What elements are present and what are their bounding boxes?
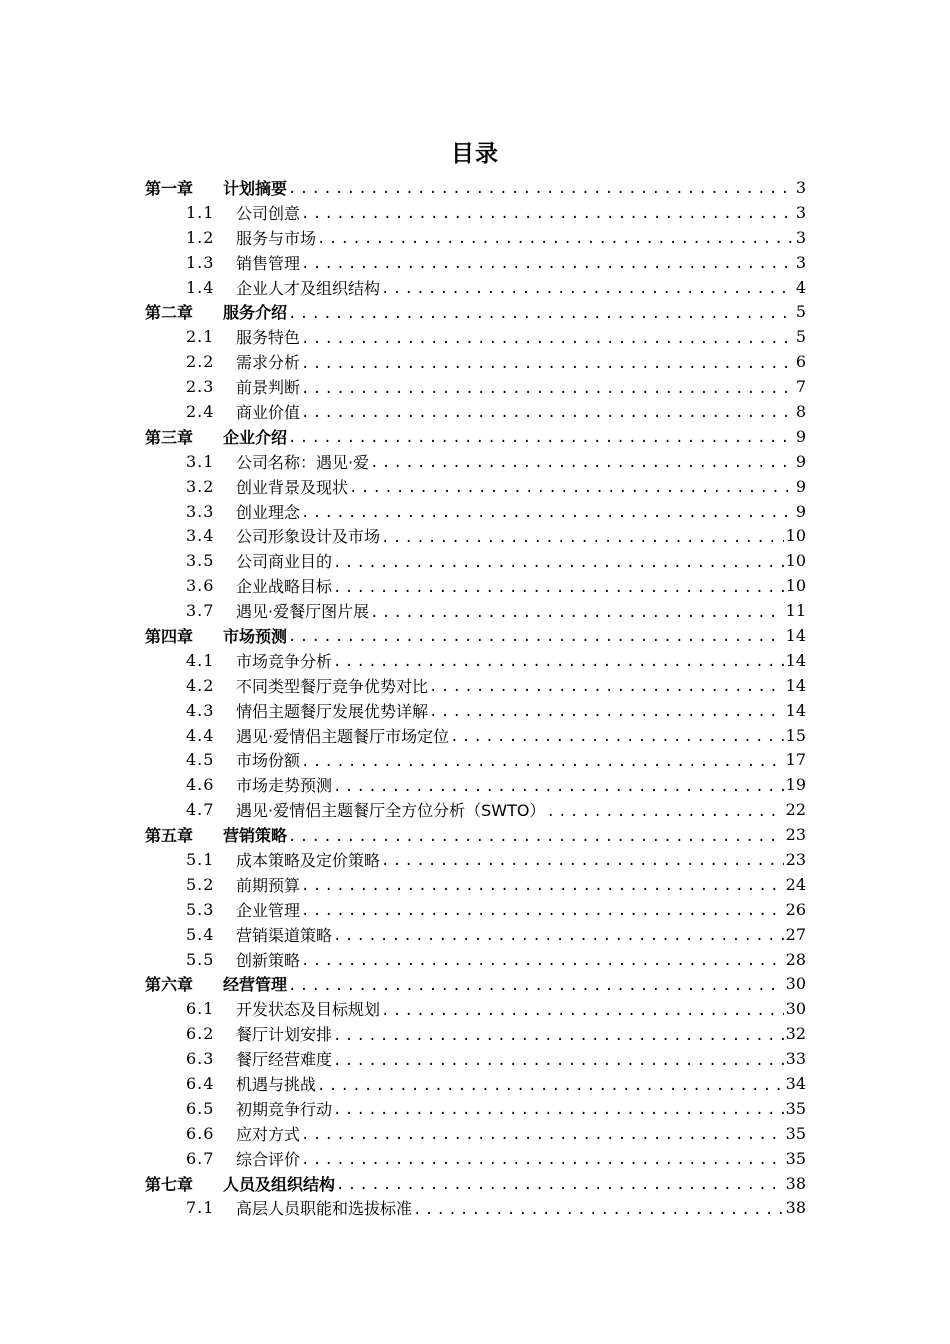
entry-page-number: 9 [795, 501, 806, 521]
toc-section-entry[interactable] [0, 996, 806, 1021]
entry-number: 6.7 [186, 1148, 215, 1168]
entry-title: 机遇与挑战 [236, 1075, 317, 1094]
entry-number: 4.6 [186, 775, 215, 795]
entry-title: 市场份额 [236, 751, 301, 771]
entry-page-number: 3 [795, 227, 806, 247]
dot-leader [333, 928, 784, 944]
dot-leader [288, 430, 794, 446]
entry-title: 遇见·爱情侣主题餐厅全方位分析（SWTO） [236, 801, 546, 821]
entry-number: 4.7 [186, 800, 215, 820]
dot-leader [333, 580, 784, 596]
entry-page-number: 28 [785, 949, 806, 969]
entry-number: 3.5 [186, 551, 215, 571]
entry-number: 3.7 [186, 601, 215, 621]
entry-page-number: 9 [795, 451, 806, 471]
entry-number: 4.4 [186, 725, 215, 745]
entry-title: 餐厅经营难度 [236, 1050, 333, 1070]
entry-page-number: 5 [795, 302, 806, 322]
entry-page-number: 14 [785, 700, 806, 720]
entry-title: 公司创意 [236, 203, 301, 223]
entry-title: 创新策略 [236, 950, 301, 970]
entry-title: 公司商业目的 [236, 552, 333, 572]
entry-page-number: 17 [785, 750, 806, 770]
entry-page-number: 14 [785, 675, 806, 695]
dot-leader [301, 206, 794, 222]
entry-page-number: 30 [785, 999, 806, 1019]
entry-number: 6.2 [186, 1024, 215, 1044]
entry-number: 7.1 [186, 1198, 215, 1218]
entry-number: 第三章 [145, 427, 194, 447]
entry-number: 2.2 [186, 352, 215, 372]
toc-chapter-entry[interactable] [0, 299, 806, 324]
entry-number: 5.2 [186, 874, 215, 894]
entry-title: 经营管理 [223, 975, 288, 995]
entry-page-number: 5 [795, 327, 806, 347]
entry-number: 5.1 [186, 849, 215, 869]
entry-title: 创业理念 [236, 502, 301, 522]
entry-number: 1.2 [186, 227, 215, 247]
dot-leader [546, 804, 783, 820]
dot-leader [381, 1003, 784, 1019]
toc-section-entry[interactable] [0, 573, 806, 598]
entry-page-number: 38 [785, 1173, 806, 1193]
entry-number: 6.4 [186, 1074, 215, 1093]
entry-page-number: 11 [785, 601, 806, 621]
toc-section-entry[interactable] [0, 1121, 806, 1146]
entry-number: 4.1 [186, 650, 215, 670]
toc-section-entry[interactable] [0, 499, 806, 524]
entry-title: 企业管理 [236, 900, 301, 920]
entry-title: 营销渠道策略 [236, 925, 333, 945]
entry-title: 市场预测 [223, 626, 288, 646]
entry-title: 营销策略 [223, 826, 288, 846]
dot-leader [301, 331, 794, 347]
toc-section-entry[interactable] [0, 1196, 806, 1221]
toc-chapter-entry[interactable] [0, 175, 806, 200]
toc-section-entry[interactable] [0, 897, 806, 922]
toc-section-entry[interactable] [0, 797, 806, 822]
dot-leader [413, 1202, 784, 1218]
entry-number: 3.2 [186, 476, 215, 496]
entry-number: 6.1 [186, 999, 215, 1019]
entry-title: 餐厅计划安排 [236, 1025, 333, 1045]
entry-number: 第六章 [145, 975, 194, 995]
entry-number: 6.3 [186, 1049, 215, 1069]
toc-section-entry[interactable] [0, 872, 806, 897]
entry-page-number: 34 [785, 1074, 806, 1093]
entry-page-number: 24 [785, 874, 806, 894]
entry-page-number: 3 [795, 202, 806, 222]
entry-title: 不同类型餐厅竞争优势对比 [236, 676, 429, 696]
entry-title: 前期预算 [236, 875, 301, 895]
toc-section-entry[interactable] [0, 449, 806, 474]
entry-title: 企业战略目标 [236, 577, 333, 597]
dot-leader [301, 903, 784, 919]
entry-number: 第一章 [145, 178, 194, 198]
entry-page-number: 14 [785, 650, 806, 670]
entry-page-number: 9 [795, 476, 806, 496]
toc-section-entry[interactable] [0, 922, 806, 947]
entry-title: 市场走势预测 [236, 776, 333, 796]
toc-chapter-entry[interactable] [0, 1171, 806, 1196]
entry-number: 5.5 [186, 949, 215, 969]
entry-title: 公司名称：遇见·爱 [236, 452, 370, 472]
dot-leader [301, 505, 794, 521]
dot-leader [333, 1028, 784, 1044]
dot-leader [333, 1102, 784, 1118]
entry-number: 3.3 [186, 501, 215, 521]
entry-page-number: 35 [785, 1123, 806, 1143]
toc-section-entry[interactable] [0, 1146, 806, 1171]
entry-title: 开发状态及目标规划 [236, 1000, 381, 1020]
entry-title: 高层人员职能和选拔标准 [236, 1199, 413, 1219]
toc-section-entry[interactable] [0, 250, 806, 275]
toc-section-entry[interactable] [0, 275, 806, 300]
entry-number: 4.3 [186, 700, 215, 720]
entry-page-number: 6 [795, 352, 806, 372]
dot-leader [333, 779, 784, 795]
entry-page-number: 38 [785, 1198, 806, 1218]
entry-page-number: 23 [785, 849, 806, 869]
dot-leader [301, 1152, 784, 1168]
toc-section-entry[interactable] [0, 324, 806, 349]
entry-title: 服务介绍 [223, 303, 288, 323]
toc-section-entry[interactable] [0, 747, 806, 772]
toc-section-entry[interactable] [0, 1021, 806, 1046]
entry-title: 人员及组织结构 [223, 1174, 336, 1194]
toc-section-entry[interactable] [0, 698, 806, 723]
entry-page-number: 4 [795, 277, 806, 297]
entry-page-number: 35 [785, 1098, 806, 1118]
entry-page-number: 14 [785, 625, 806, 645]
toc-section-entry[interactable] [0, 1046, 806, 1071]
toc-section-entry[interactable] [0, 598, 806, 623]
entry-page-number: 27 [785, 924, 806, 944]
entry-number: 2.4 [186, 401, 215, 421]
toc-section-entry[interactable] [0, 772, 806, 797]
dot-leader [301, 878, 784, 894]
toc-section-entry[interactable] [0, 1071, 806, 1096]
entry-number: 5.3 [186, 899, 215, 919]
toc-chapter-entry[interactable] [0, 424, 806, 449]
dot-leader [301, 381, 794, 397]
entry-page-number: 7 [795, 377, 806, 397]
entry-title: 商业价值 [236, 402, 301, 422]
entry-title: 销售管理 [236, 253, 301, 273]
toc-section-entry[interactable] [0, 399, 806, 424]
entry-title: 前景判断 [236, 378, 301, 398]
entry-page-number: 3 [795, 177, 806, 197]
entry-number: 2.3 [186, 377, 215, 397]
entry-title: 需求分析 [236, 353, 301, 373]
dot-leader [333, 654, 784, 670]
dot-leader [333, 1053, 784, 1069]
toc-chapter-entry[interactable] [0, 972, 806, 997]
entry-title: 成本策略及定价策略 [236, 850, 381, 870]
entry-page-number: 30 [785, 974, 806, 994]
entry-page-number: 33 [785, 1049, 806, 1069]
dot-leader [317, 1078, 784, 1094]
entry-number: 第五章 [145, 826, 194, 846]
entry-title: 情侣主题餐厅发展优势详解 [236, 701, 429, 721]
toc-section-entry[interactable] [0, 723, 806, 748]
entry-number: 4.5 [186, 750, 215, 770]
entry-number: 3.4 [186, 526, 215, 546]
entry-title: 初期竞争行动 [236, 1099, 333, 1119]
dot-leader [301, 356, 794, 372]
dot-leader [349, 480, 794, 496]
toc-section-entry[interactable] [0, 1096, 806, 1121]
entry-page-number: 9 [795, 426, 806, 446]
dot-leader [288, 181, 794, 197]
entry-title: 遇见·爱餐厅图片展 [236, 602, 370, 622]
entry-page-number: 10 [785, 526, 806, 546]
toc-section-entry[interactable] [0, 673, 806, 698]
dot-leader [301, 256, 794, 272]
entry-title: 服务与市场 [236, 228, 317, 248]
entry-page-number: 23 [785, 825, 806, 845]
dot-leader [429, 704, 784, 720]
toc-section-entry[interactable] [0, 648, 806, 673]
entry-number: 4.2 [186, 675, 215, 695]
entry-title: 综合评价 [236, 1149, 301, 1169]
dot-leader [381, 853, 784, 869]
dot-leader [317, 231, 794, 247]
entry-number: 第二章 [145, 303, 194, 323]
entry-page-number: 10 [785, 551, 806, 571]
dot-leader [450, 729, 784, 745]
dot-leader [288, 829, 784, 845]
entry-number: 5.4 [186, 924, 215, 944]
entry-number: 第四章 [145, 626, 194, 646]
entry-number: 1.3 [186, 252, 215, 272]
dot-leader [370, 455, 794, 471]
toc-title: 目录 [451, 141, 499, 167]
toc-section-entry[interactable] [0, 225, 806, 250]
entry-title: 创业背景及现状 [236, 477, 349, 497]
dot-leader [301, 953, 784, 969]
entry-page-number: 3 [795, 252, 806, 272]
toc-section-entry[interactable] [0, 523, 806, 548]
dot-leader [336, 1177, 784, 1193]
entry-page-number: 15 [785, 725, 806, 745]
entry-page-number: 22 [785, 800, 806, 820]
entry-number: 第七章 [145, 1174, 194, 1194]
entry-title: 服务特色 [236, 328, 301, 348]
entry-page-number: 10 [785, 576, 806, 596]
dot-leader [429, 679, 784, 695]
toc-section-entry[interactable] [0, 374, 806, 399]
entry-number: 3.6 [186, 576, 215, 596]
dot-leader [333, 555, 784, 571]
entry-number: 1.1 [186, 202, 215, 222]
dot-leader [301, 405, 794, 421]
entry-title: 企业人才及组织结构 [236, 278, 381, 298]
entry-number: 2.1 [186, 327, 215, 347]
entry-title: 计划摘要 [223, 178, 288, 198]
dot-leader [301, 1127, 784, 1143]
toc-section-entry[interactable] [0, 349, 806, 374]
toc-section-entry[interactable] [0, 200, 806, 225]
entry-page-number: 26 [785, 899, 806, 919]
dot-leader [381, 281, 794, 297]
dot-leader [288, 306, 794, 322]
toc-chapter-entry[interactable] [0, 623, 806, 648]
dot-leader [381, 530, 784, 546]
dot-leader [288, 978, 784, 994]
entry-number: 3.1 [186, 451, 215, 471]
toc-chapter-entry[interactable] [0, 822, 806, 847]
toc-section-entry[interactable] [0, 474, 806, 499]
dot-leader [370, 605, 784, 621]
toc-section-entry[interactable] [0, 548, 806, 573]
entry-page-number: 35 [785, 1148, 806, 1168]
entry-title: 企业介绍 [223, 427, 288, 447]
entry-title: 应对方式 [236, 1124, 301, 1144]
entry-number: 6.5 [186, 1098, 215, 1118]
entry-number: 1.4 [186, 277, 215, 297]
toc-section-entry[interactable] [0, 947, 806, 972]
dot-leader [301, 754, 784, 770]
table-of-contents [0, 175, 950, 1220]
entry-page-number: 8 [795, 401, 806, 421]
entry-title: 遇见·爱情侣主题餐厅市场定位 [236, 726, 450, 746]
entry-page-number: 32 [785, 1024, 806, 1044]
entry-title: 市场竞争分析 [236, 651, 333, 671]
entry-title: 公司形象设计及市场 [236, 527, 381, 547]
entry-page-number: 19 [785, 775, 806, 795]
toc-section-entry[interactable] [0, 847, 806, 872]
dot-leader [288, 629, 784, 645]
entry-number: 6.6 [186, 1123, 215, 1143]
